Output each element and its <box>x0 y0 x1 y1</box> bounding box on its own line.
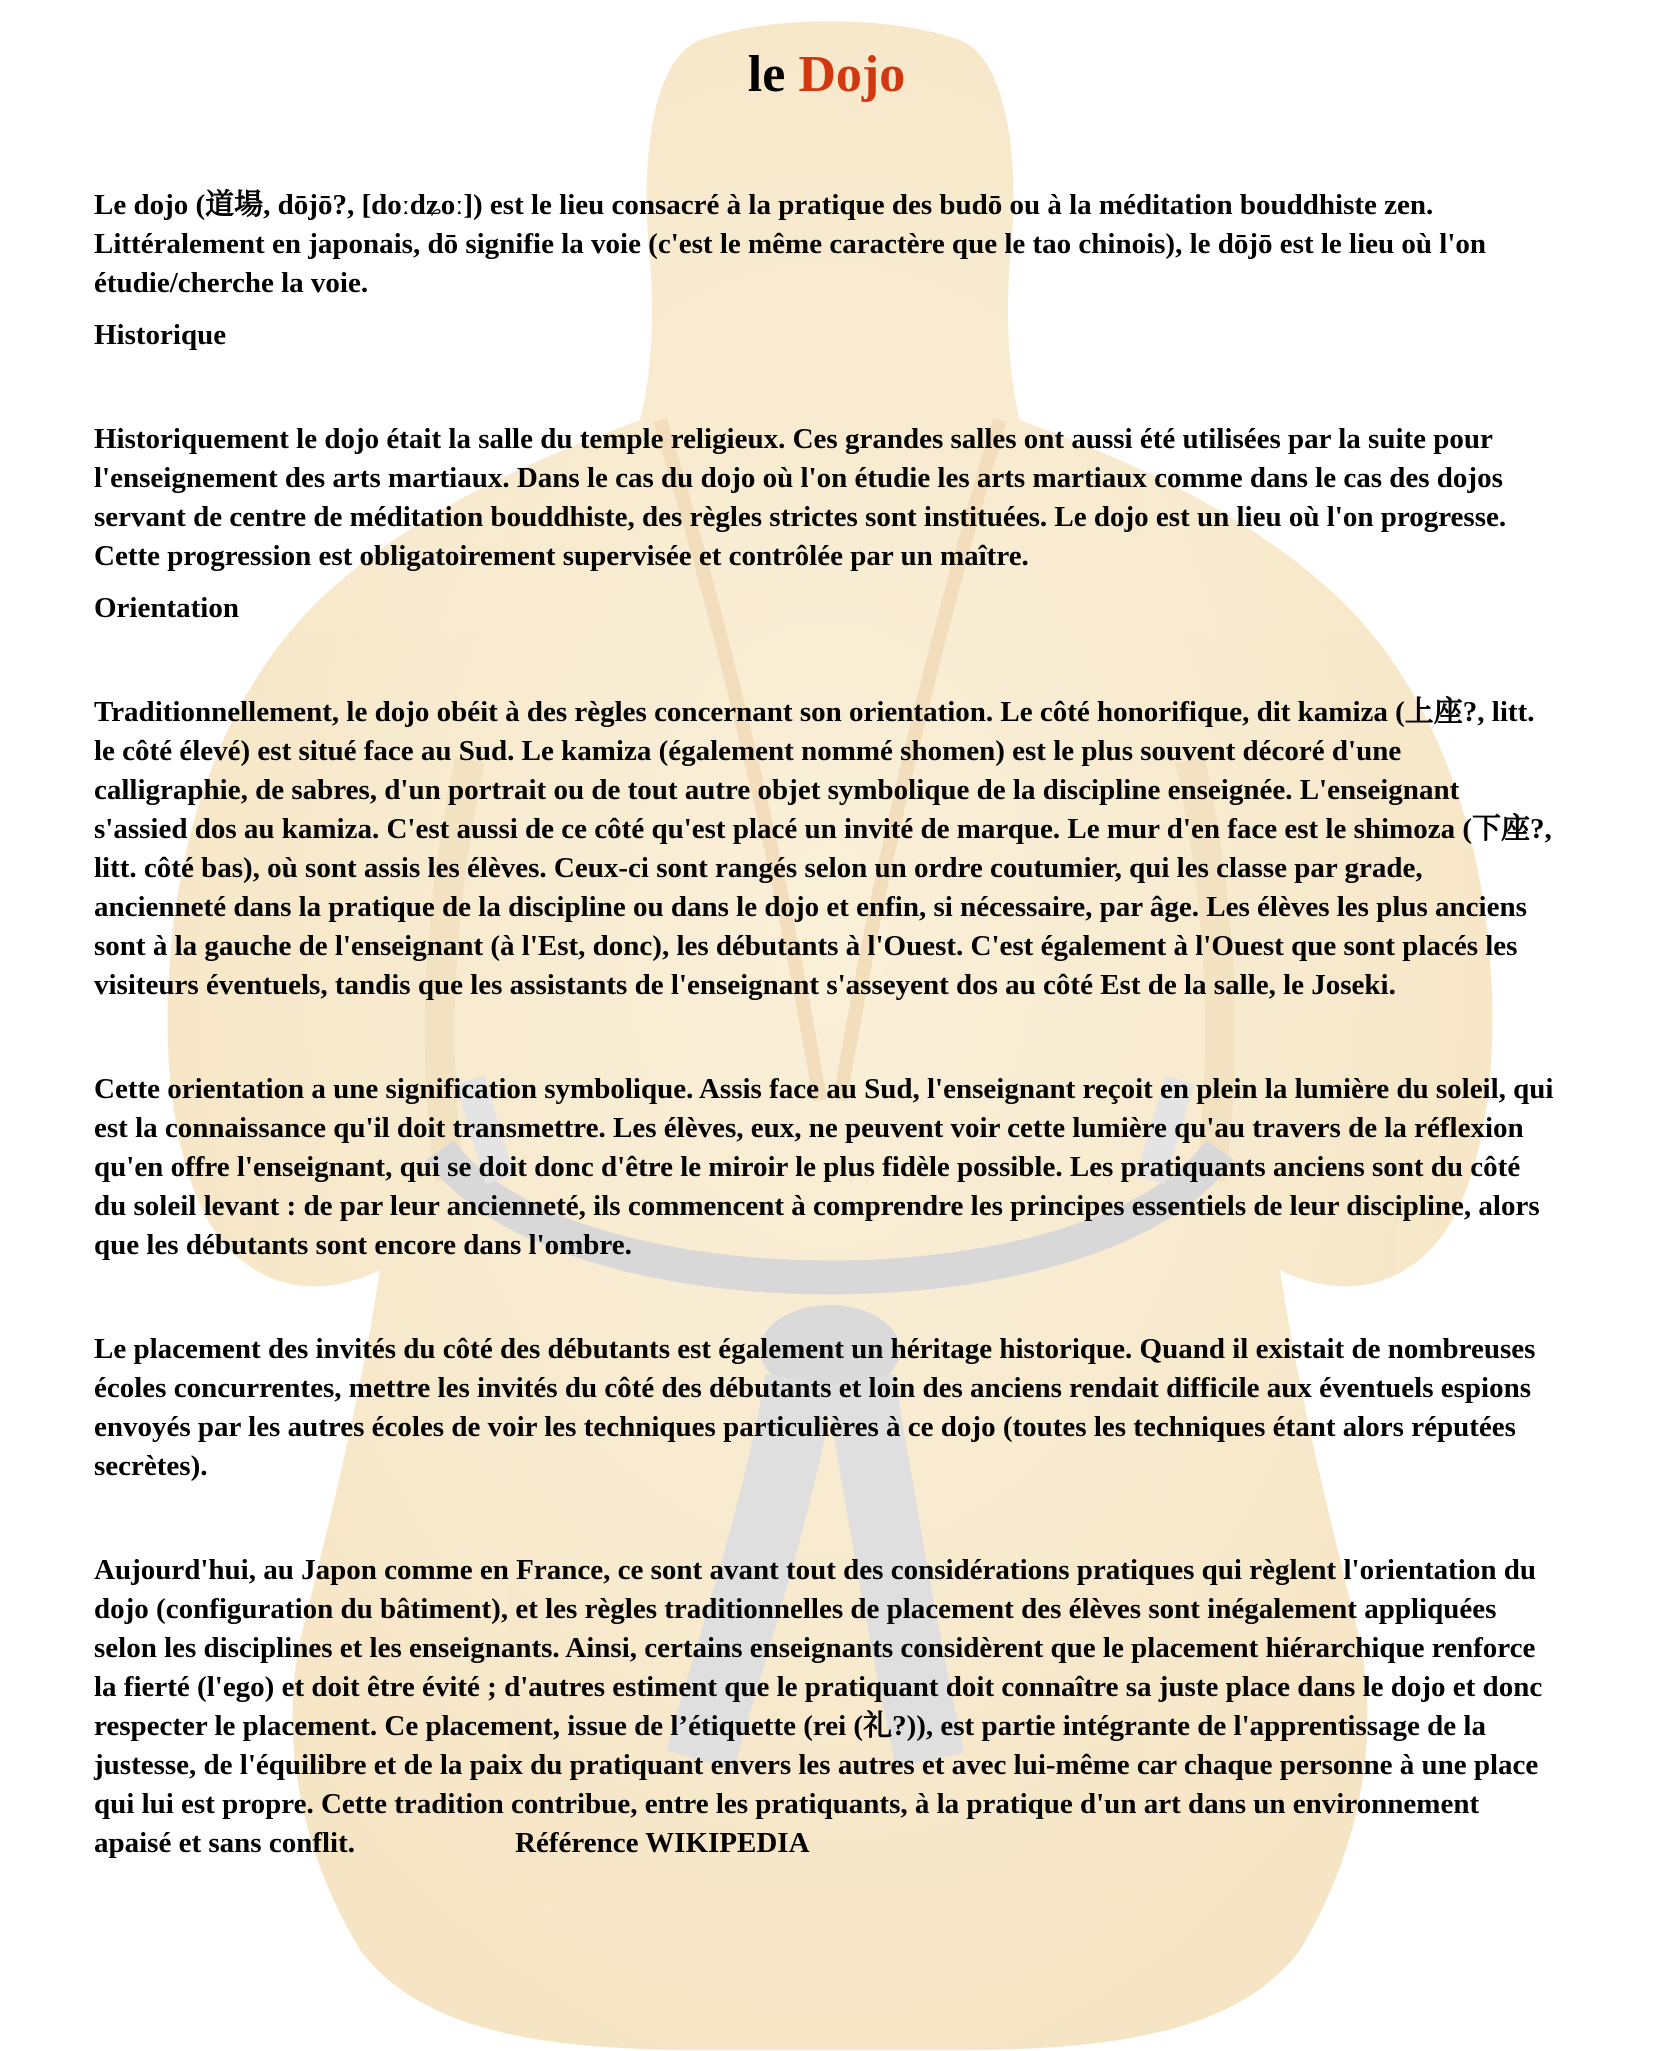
orientation-paragraph-2: Cette orientation a une signification symbolique. Assis face au Sud, l'enseignant reçoit en plein la lumière du soleil, qui est la connaissance qu'il doit transmettre. Les élèves, eux, ne peuvent voir cette lumière qu'au travers de la réflexion qu'en offre l'enseignant, qui se doit donc d'être le miroir le plus fidèle possible. Les pratiquants anciens sont du côté du soleil levant : de par leur ancienneté, ils commencent à comprendre les principes essentiels de leur discipline, alors que les débutants sont encore dans l'ombre. <box>94 1073 1554 1261</box>
reference-source: Référence WIKIPEDIA <box>515 1827 810 1859</box>
title-prefix: le <box>747 46 786 103</box>
title-accent: Dojo <box>798 46 906 103</box>
orientation-paragraph-4-text: Aujourd'hui, au Japon comme en France, ce sont avant tout des considérations pratiques qui règlent l'orientation du dojo (configuration du bâtiment), et les règles traditionnelles de placement des élèves sont inégalement appliquées selon les disciplines et les enseignants. Ainsi, certains enseignants considèrent que le placement hiérarchique renforce la fierté (l'ego) et doit être évité ; d'autres estiment que le pratiquant doit connaître sa juste place dans le dojo et donc respecter le placement. Ce placement, issue de l’étiquette (rei (礼?)), est partie intégrante de l'apprentissage de la justesse, de l'équilibre et de la paix du pratiquant envers les autres et avec lui-même car chaque personne à une place qui lui est propre. Cette tradition contribue, entre les pratiquants, à la pratique d'un art dans un environnement apaisé et sans conflit. <box>94 1554 1543 1859</box>
historique-paragraph: Historiquement le dojo était la salle du temple religieux. Ces grandes salles ont aussi été utilisées par la suite pour l'enseignement des arts martiaux. Dans le cas du dojo où l'on étudie les arts martiaux comme dans le cas des dojos servant de centre de méditation bouddhiste, des règles strictes sont instituées. Le dojo est un lieu où l'on progresse. Cette progression est obligatoirement supervisée et contrôlée par un maître. <box>94 423 1507 572</box>
orientation-paragraph-1: Traditionnellement, le dojo obéit à des règles concernant son orientation. Le côté honorifique, dit kamiza (上座?, litt. le côté élevé) est situé face au Sud. Le kamiza (également nommé shomen) est le plus souvent décoré d'une calligraphie, de sabres, d'un portrait ou de tout autre objet symbolique de la discipline enseignée. L'enseignant s'assied dos au kamiza. C'est aussi de ce côté qu'est placé un invité de marque. Le mur d'en face est le shimoza (下座?, litt. côté bas), où sont assis les élèves. Ceux-ci sont rangés selon un ordre coutumier, qui les classe par grade, ancienneté dans la pratique de la discipline ou dans le dojo et enfin, si nécessaire, par âge. Les élèves les plus anciens sont à la gauche de l'enseignant (à l'Est, donc), les débutants à l'Ouest. C'est également à l'Ouest que sont placés les visiteurs éventuels, tandis que les assistants de l'enseignant s'asseyent dos au côté Est de la salle, le Joseki. <box>94 696 1552 1001</box>
section-heading-historique: Historique <box>94 319 227 351</box>
section-heading-orientation: Orientation <box>94 592 239 624</box>
article-body <box>94 186 1559 1863</box>
orientation-paragraph-4 <box>94 1551 1559 1863</box>
orientation-paragraph-3: Le placement des invités du côté des débutants est également un héritage historique. Quand il existait de nombreuses écoles concurrentes, mettre les invités du côté des débutants et loin des anciens rendait difficile aux éventuels espions envoyés par les autres écoles de voir les techniques particulières à ce dojo (toutes les techniques étant alors réputées secrètes). <box>94 1333 1536 1482</box>
intro-paragraph: Le dojo (道場, dōjō?, [doːdʑoː]) est le lieu consacré à la pratique des budō ou à la méditation bouddhiste zen. Littéralement en japonais, dō signifie la voie (c'est le même caractère que le tao chinois), le dōjō est le lieu où l'on étudie/cherche la voie. <box>94 189 1487 299</box>
page-title <box>94 0 1559 106</box>
